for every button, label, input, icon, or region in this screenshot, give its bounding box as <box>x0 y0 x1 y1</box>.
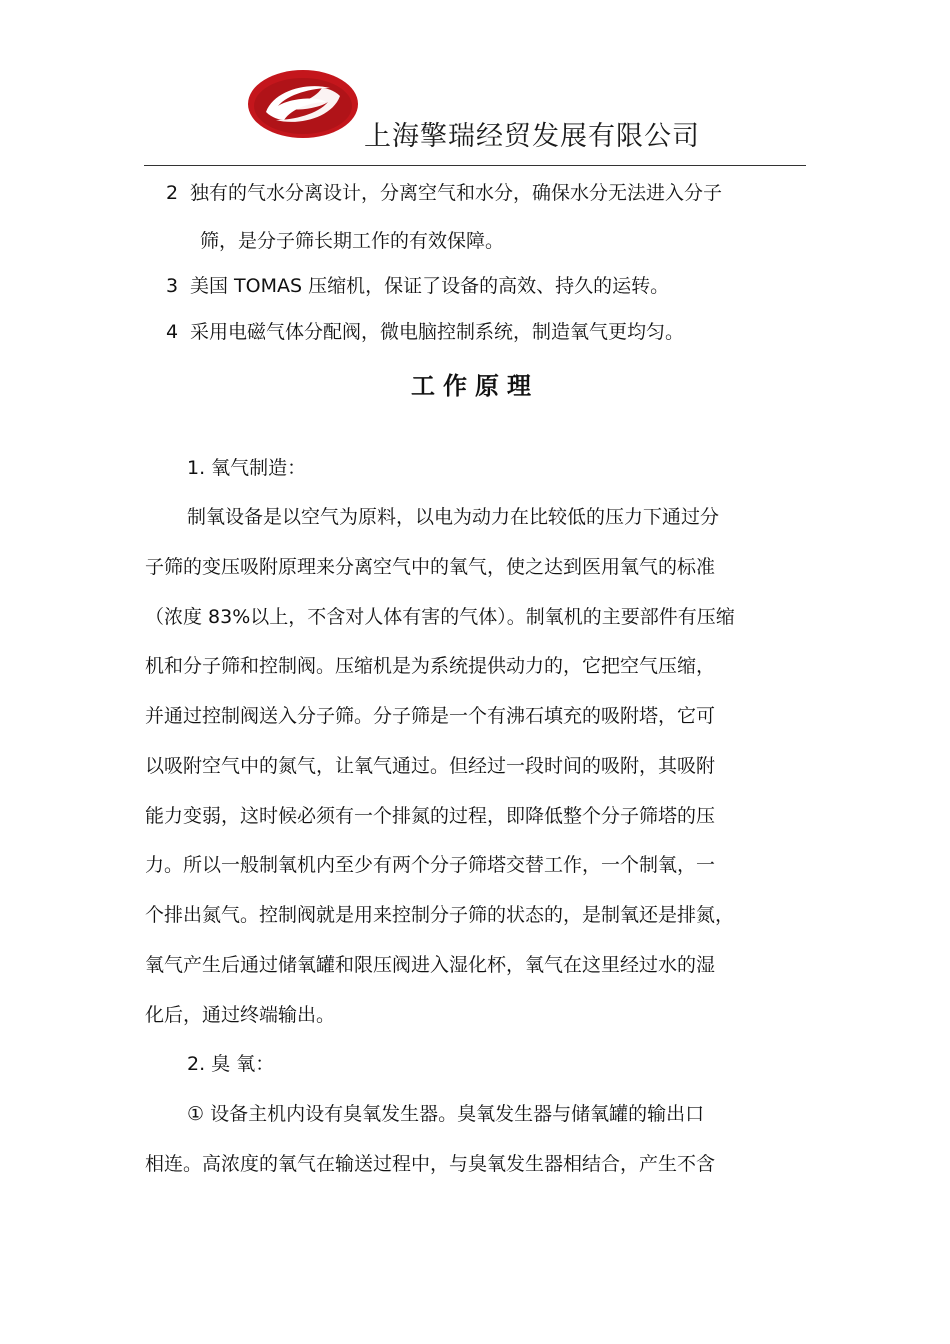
list-item-number: 4 <box>166 321 179 343</box>
paragraph-line: 能力变弱，这时候必须有一个排氮的过程，即降低整个分子筛塔的压 <box>145 805 716 827</box>
list-item-number: 3 <box>166 275 179 297</box>
header-divider <box>144 165 806 166</box>
list-item <box>166 181 722 205</box>
paragraph-line: 机和分子筛和控制阀。压缩机是为系统提供动力的，它把空气压缩， <box>145 655 716 677</box>
paragraph-line: 以吸附空气中的氮气，让氧气通过。但经过一段时间的吸附，其吸附 <box>145 755 716 777</box>
letterhead <box>0 0 950 170</box>
company-logo <box>246 68 360 140</box>
list-item-continuation: 筛，是分子筛长期工作的有效保障。 <box>200 230 505 252</box>
company-name: 上海擎瑞经贸发展有限公司 <box>364 121 700 152</box>
paragraph-line: 化后，通过终端输出。 <box>145 1004 336 1026</box>
list-item-text: 美国 TOMAS 压缩机，保证了设备的高效、持久的运转。 <box>190 275 670 297</box>
paragraph-line: 制氧设备是以空气为原料，以电为动力在比较低的压力下通过分 <box>187 506 720 528</box>
paragraph-line: 力。所以一般制氧机内至少有两个分子筛塔交替工作，一个制氧，一 <box>145 854 716 876</box>
section-title: 工作原理 <box>411 372 539 400</box>
paragraph-line: 相连。高浓度的氧气在输送过程中，与臭氧发生器相结合，产生不含 <box>145 1153 716 1175</box>
list-item <box>166 274 669 298</box>
paragraph-line: 个排出氮气。控制阀就是用来控制分子筛的状态的，是制氧还是排氮， <box>145 904 735 926</box>
paragraph-line: （浓度 83%以上，不含对人体有害的气体）。制氧机的主要部件有压缩 <box>145 606 735 628</box>
list-item-text: 采用电磁气体分配阀，微电脑控制系统，制造氧气更均匀。 <box>190 321 685 343</box>
list-item-number: 2 <box>166 182 179 204</box>
list-item <box>166 320 684 344</box>
paragraph-line: 子筛的变压吸附原理来分离空气中的氧气，使之达到医用氧气的标准 <box>145 556 716 578</box>
list-item-text: 独有的气水分离设计，分离空气和水分，确保水分无法进入分子 <box>190 182 723 204</box>
paragraph-line: 并通过控制阀送入分子筛。分子筛是一个有沸石填充的吸附塔，它可 <box>145 705 716 727</box>
subsection-heading-ozone: 2. 臭 氧： <box>187 1053 275 1075</box>
subsection-heading-oxygen: 1. 氧气制造： <box>187 457 307 479</box>
paragraph-line: ① 设备主机内设有臭氧发生器。臭氧发生器与储氧罐的输出口 <box>187 1103 705 1125</box>
paragraph-line: 氧气产生后通过储氧罐和限压阀进入湿化杯，氧气在这里经过水的湿 <box>145 954 716 976</box>
